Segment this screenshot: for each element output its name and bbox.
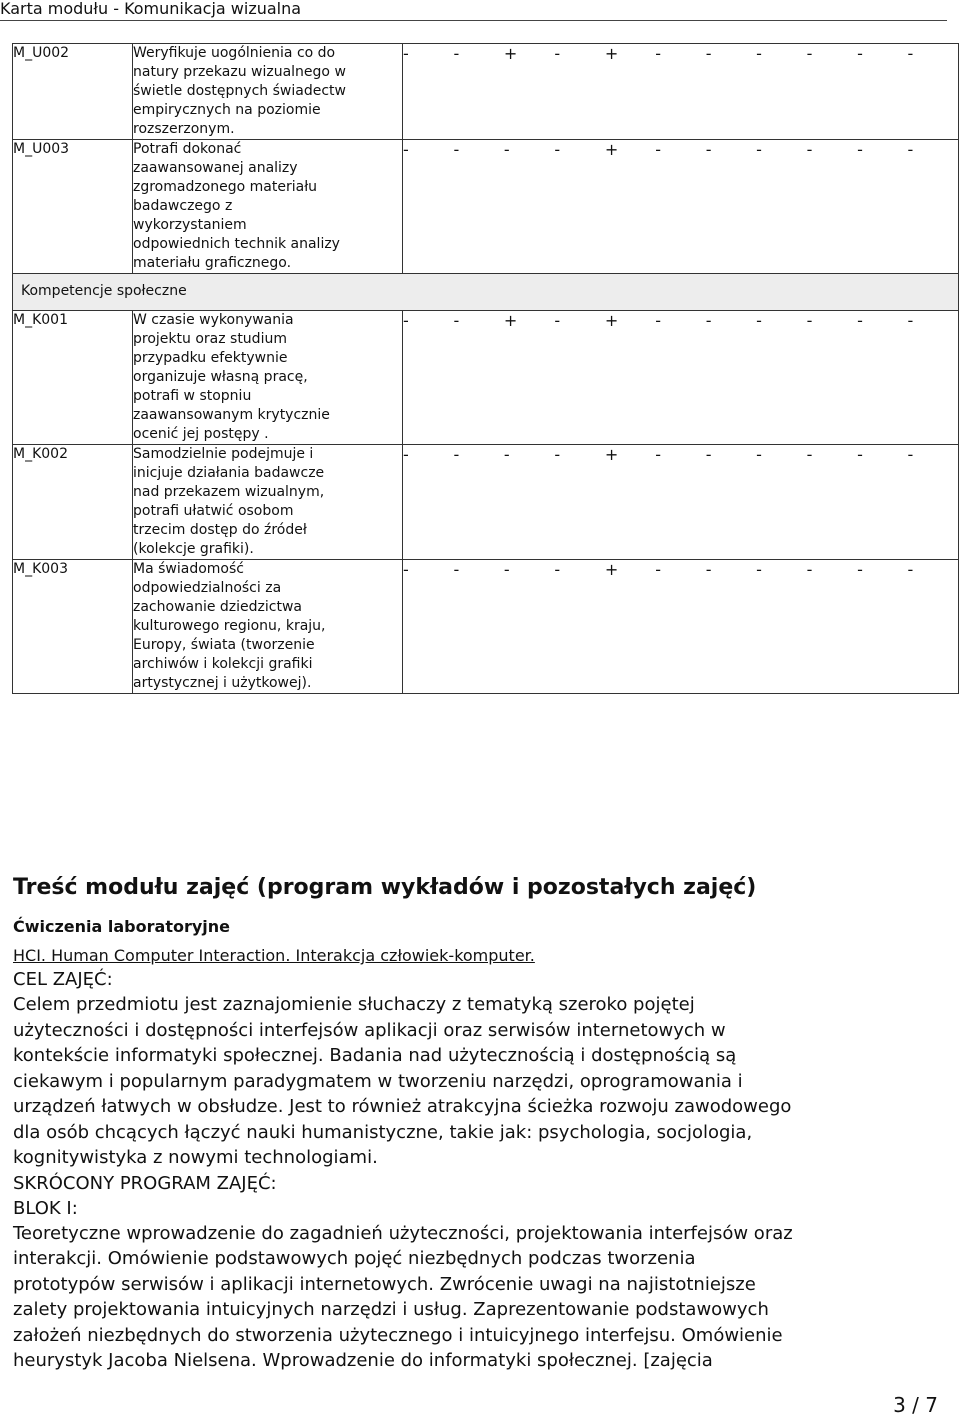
matrix-mark: - [907, 44, 914, 63]
description-line: kulturowego regionu, kraju, [133, 618, 326, 634]
description-line: rozszerzonym. [133, 121, 235, 137]
matrix-mark: - [756, 311, 762, 330]
outcome-row [13, 44, 959, 140]
page-number: 3 / 7 [893, 1393, 938, 1417]
learning-outcomes-table [12, 43, 959, 694]
goal-line: kognitywistyka z nowymi technologiami. [13, 1147, 378, 1168]
matrix-mark: + [604, 44, 619, 63]
matrix-mark: + [604, 140, 619, 159]
description-line: projektu oraz studium [133, 331, 287, 347]
description-line: wykorzystaniem [133, 217, 247, 233]
block-line: prototypów serwisów i aplikacji internetowych. Zwrócenie uwagi na najistotniejsze [13, 1273, 756, 1295]
outcome-matrix [403, 44, 959, 140]
matrix-mark: - [503, 140, 510, 159]
matrix-mark: - [655, 44, 662, 63]
goal-line: kontekście informatyki społecznej. Badania nad użytecznością i dostępnością są [13, 1045, 737, 1066]
matrix-mark: - [705, 445, 712, 464]
matrix-mark: - [857, 140, 863, 159]
matrix-mark: - [403, 560, 409, 579]
outcome-code: M_K003 [13, 560, 133, 694]
goal-paragraph [13, 992, 948, 1171]
matrix-mark: - [806, 445, 813, 464]
matrix-mark: - [756, 560, 762, 579]
outcome-description [133, 44, 403, 140]
description-line: Potrafi dokonać [133, 141, 242, 157]
goal-line: urządzeń łatwych w obsłudze. Jest to również atrakcyjna ścieżka rozwoju zawodowego [13, 1096, 792, 1117]
outcome-code: M_K002 [13, 445, 133, 560]
goal-line: ciekawym i popularnym paradygmatem w tworzeniu narzędzi, oprogramowania i [13, 1070, 743, 1092]
description-line: (kolekcje grafiki). [133, 541, 254, 557]
description-line: natury przekazu wizualnego w [133, 64, 346, 80]
matrix-mark: - [705, 44, 712, 63]
section-label: Kompetencje społeczne [13, 274, 959, 311]
description-line: organizuje własną pracę, [133, 369, 308, 385]
matrix-mark: - [554, 445, 561, 464]
description-line: przypadku efektywnie [133, 350, 288, 366]
matrix-mark: - [554, 311, 561, 330]
matrix-mark: - [655, 560, 662, 579]
matrix-mark: - [453, 311, 460, 330]
matrix-mark: - [655, 140, 662, 159]
description-line: inicjuje działania badawcze [133, 465, 325, 481]
class-type-heading: Ćwiczenia laboratoryjne [13, 917, 230, 936]
description-line: nad przekazem wizualnym, [133, 484, 325, 500]
matrix-mark: - [503, 445, 510, 464]
matrix-mark: - [554, 560, 561, 579]
module-content-section [13, 872, 948, 1374]
description-line: trzecim dostęp do źródeł [133, 522, 307, 538]
matrix-mark: - [806, 560, 813, 579]
outcome-row [13, 445, 959, 560]
matrix-mark: - [907, 311, 914, 330]
matrix-mark: - [655, 311, 662, 330]
matrix-mark: + [604, 311, 619, 330]
block-paragraph [13, 1221, 948, 1374]
outcome-matrix [403, 311, 959, 445]
block-line: interakcji. Omówienie podstawowych pojęć niezbędnych podczas tworzenia [13, 1248, 696, 1269]
description-line: odpowiednich technik analizy [133, 236, 340, 252]
description-line: materiału graficznego. [133, 255, 292, 271]
matrix-mark: - [907, 445, 914, 464]
description-line: Samodzielnie podejmuje i [133, 446, 314, 462]
matrix-mark: - [453, 140, 460, 159]
matrix-mark: - [554, 140, 561, 159]
matrix-mark: + [604, 445, 619, 464]
description-line: ocenić jej postępy . [133, 426, 269, 442]
document-title: Karta modułu - Komunikacja wizualna [0, 0, 302, 18]
description-line: Europy, świata (tworzenie [133, 637, 315, 653]
matrix-mark: - [403, 44, 409, 63]
matrix-mark: - [806, 311, 813, 330]
outcome-code: M_U003 [13, 140, 133, 274]
matrix-mark: - [453, 445, 460, 464]
outcome-matrix [403, 445, 959, 560]
description-line: badawczego z [133, 198, 233, 214]
goal-line: dla osób chcących łączyć nauki humanistyczne, takie jak: psychologia, socjologia, [13, 1121, 753, 1143]
matrix-mark: - [453, 560, 460, 579]
outcome-description [133, 140, 403, 274]
content-heading: Treść modułu zajęć (program wykładów i pozostałych zajęć) [13, 875, 757, 900]
matrix-mark: - [705, 560, 712, 579]
description-line: potrafi ułatwić osobom [133, 503, 294, 519]
description-line: potrafi w stopniu [133, 388, 252, 404]
matrix-mark: - [857, 560, 863, 579]
matrix-mark: - [756, 140, 762, 159]
matrix-mark: - [857, 311, 863, 330]
matrix-mark: - [806, 44, 813, 63]
matrix-mark: - [705, 140, 712, 159]
block-line: zalety projektowania intuicyjnych narzędzi i usług. Zaprezentowanie podstawowych [13, 1299, 769, 1320]
outcome-description [133, 445, 403, 560]
matrix-mark: - [857, 44, 863, 63]
matrix-mark: - [857, 445, 863, 464]
description-line: Ma świadomość [133, 561, 244, 577]
description-line: empirycznych na poziomie [133, 102, 321, 118]
outcome-description [133, 311, 403, 445]
description-line: odpowiedzialności za [133, 580, 282, 596]
matrix-mark: - [453, 44, 460, 63]
outcome-row [13, 560, 959, 694]
goal-line: użyteczności i dostępności interfejsów aplikacji oraz serwisów internetowych w [13, 1019, 726, 1041]
matrix-mark: - [705, 311, 712, 330]
description-line: artystycznej i użytkowej). [133, 675, 312, 691]
matrix-mark: - [756, 44, 762, 63]
outcome-matrix [403, 140, 959, 274]
description-line: zaawansowanym krytycznie [133, 407, 330, 423]
block-label: BLOK I: [13, 1197, 78, 1219]
program-label: SKRÓCONY PROGRAM ZAJĘĆ: [13, 1172, 277, 1194]
outcome-description [133, 560, 403, 694]
block-line: Teoretyczne wprowadzenie do zagadnień użyteczności, projektowania interfejsów oraz [13, 1222, 793, 1244]
description-line: W czasie wykonywania [133, 312, 294, 328]
outcome-matrix [403, 560, 959, 694]
description-line: archiwów i kolekcji grafiki [133, 656, 313, 672]
description-line: zgromadzonego materiału [133, 179, 318, 195]
block-line: heurystyk Jacoba Nielsena. Wprowadzenie do informatyki społecznej. [zajęcia [13, 1350, 713, 1371]
matrix-mark: + [503, 44, 518, 63]
description-line: zachowanie dziedzictwa [133, 599, 302, 615]
matrix-mark: - [403, 311, 409, 330]
matrix-mark: - [907, 140, 914, 159]
matrix-mark: + [604, 560, 619, 579]
block-line: założeń niezbędnych do stworzenia użytecznego i intuicyjnego interfejsu. Omówienie [13, 1324, 783, 1346]
goal-label: CEL ZAJĘĆ: [13, 969, 113, 990]
description-line: zaawansowanej analizy [133, 160, 298, 176]
matrix-mark: - [503, 560, 510, 579]
outcome-row [13, 140, 959, 274]
matrix-mark: - [403, 445, 409, 464]
description-line: świetle dostępnych świadectw [133, 83, 346, 99]
matrix-mark: - [907, 560, 914, 579]
course-title-link[interactable]: HCI. Human Computer Interaction. Interakcja człowiek-komputer. [13, 946, 535, 965]
description-line: Weryfikuje uogólnienia co do [133, 45, 336, 61]
matrix-mark: - [756, 445, 762, 464]
matrix-mark: + [503, 311, 518, 330]
header-divider [0, 20, 947, 21]
goal-line: Celem przedmiotu jest zaznajomienie słuchaczy z tematyką szeroko pojętej [13, 994, 695, 1015]
matrix-mark: - [554, 44, 561, 63]
outcome-row [13, 311, 959, 445]
outcome-code: M_K001 [13, 311, 133, 445]
matrix-mark: - [655, 445, 662, 464]
matrix-mark: - [806, 140, 813, 159]
matrix-mark: - [403, 140, 409, 159]
section-row [13, 274, 959, 311]
outcome-code: M_U002 [13, 44, 133, 140]
